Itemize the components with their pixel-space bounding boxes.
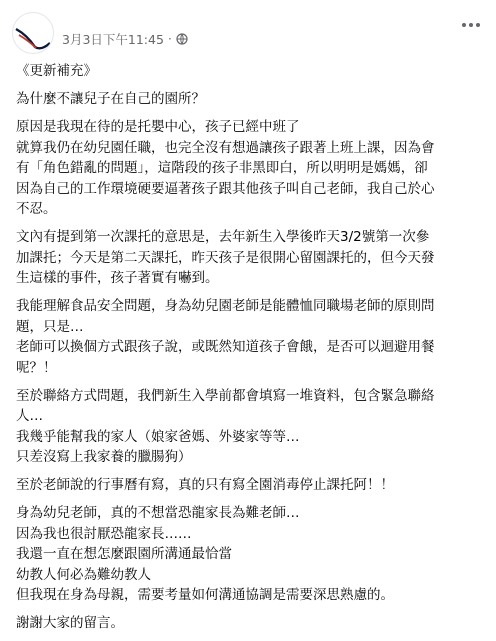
post-text-line: 因為自己的工作環境硬要逼著孩子跟其他孩子叫自己老師，我自己於心	[16, 180, 435, 197]
more-dot-3	[476, 23, 480, 27]
post-text-line: 文內有提到第一次課托的意思是，去年新生入學後昨天3/2號第一次參	[16, 229, 430, 245]
post-text-line: 就算我仍在幼兒園任職，也完全沒有想過讓孩子跟著上班上課，因為會	[16, 139, 435, 156]
post-text-line: 原因是我現在待的是托嬰中心，孩子已經中班了	[16, 119, 300, 135]
avatar[interactable]	[12, 12, 54, 54]
more-dot-1	[462, 23, 466, 27]
post-text-line: 人…	[16, 408, 43, 424]
post-paragraph	[16, 386, 482, 468]
post-paragraph	[16, 89, 482, 110]
post-text-line: 有「角色錯亂的問題」，這階段的孩子非黑即白，所以明明是媽媽，卻	[16, 160, 428, 176]
post-text-line: 謝謝大家的留言。	[16, 615, 124, 631]
post-text-line: 我幾乎能幫我的家人（娘家爸媽、外婆家等等…	[16, 428, 300, 445]
post-header	[0, 0, 496, 56]
avatar-logo-icon	[13, 13, 53, 53]
post-paragraph	[16, 117, 482, 220]
post-text-line: 但我現在身為母親，需要考量如何溝通協調是需要深思熟慮的。	[16, 587, 394, 603]
post-text-line: 生這樣的事件，孩子著實有嚇到。	[16, 270, 219, 286]
post-text-line: 至於聯絡方式問題，我們新生入學前都會填寫一堆資料，包含緊急聯絡	[16, 387, 435, 404]
post-text-line: 至於老師說的行事曆有寫，真的只有寫全園消毒停止課托阿！！	[16, 477, 394, 493]
post-text-line: 題，只是…	[16, 318, 84, 335]
post-text-line: 為什麼不讓兒子在自己的園所？	[16, 91, 205, 107]
post-timestamp[interactable]: 3月3日下午11:45	[62, 32, 164, 47]
more-options-button[interactable]	[456, 14, 486, 36]
post-text-line: 我能理解食品安全問題，身為幼兒園老師是能體恤同職場老師的原則問	[16, 298, 435, 314]
post-paragraph	[16, 613, 482, 634]
post-text-line: 幼教人何必為難幼教人	[16, 566, 151, 583]
post-text-line: 身為幼兒老師，真的不想當恐龍家長為難老師…	[16, 505, 300, 521]
post-text-line: 呢？！	[16, 359, 57, 376]
post-paragraph	[16, 61, 482, 82]
post-paragraph	[16, 227, 482, 289]
post-text-line: 老師可以換個方式跟孩子說，或既然知道孩子會餓，是否可以迴避用餐	[16, 339, 435, 355]
post-paragraph	[16, 475, 482, 496]
post-body	[16, 61, 482, 641]
more-dot-2	[469, 23, 473, 27]
post-text-line: 加課托；今天是第二天課托，昨天孩子是很開心留園課托的，但今天發	[16, 249, 435, 266]
globe-icon[interactable]	[176, 33, 188, 45]
post-text-line: 只差沒寫上我家養的臘腸狗）	[16, 449, 192, 465]
post-text-line: 《更新補充》	[16, 63, 97, 79]
meta-separator: ·	[167, 32, 172, 46]
post-meta	[62, 30, 188, 48]
post-text-line: 因為我也很討厭恐龍家長……	[16, 525, 192, 542]
post-text-line: 我還一直在想怎麼跟園所溝通最恰當	[16, 546, 232, 562]
post-paragraph	[16, 296, 482, 378]
post-paragraph	[16, 503, 482, 606]
post-text-line: 不忍。	[16, 201, 57, 217]
